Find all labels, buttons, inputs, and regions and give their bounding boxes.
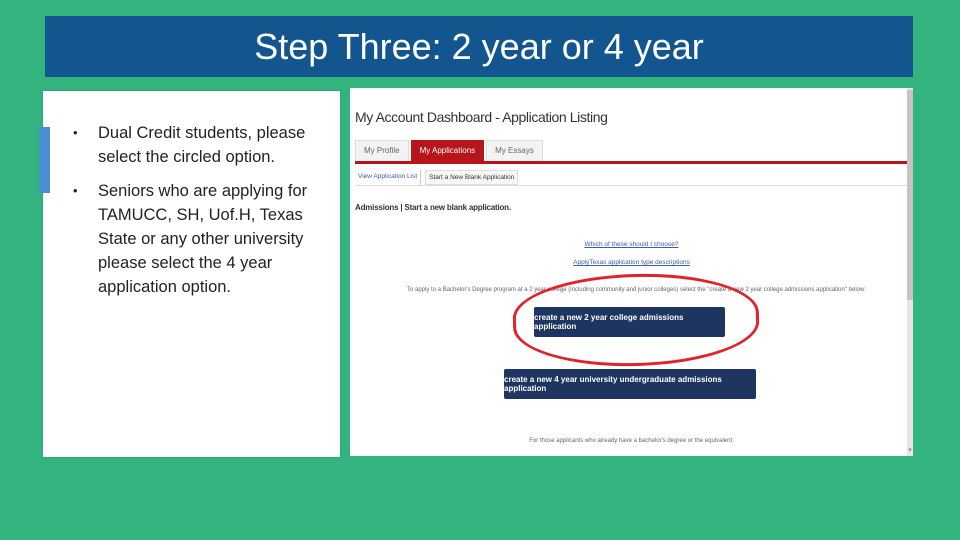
scroll-thumb[interactable] [907, 90, 913, 300]
slide-title: Step Three: 2 year or 4 year [254, 25, 704, 67]
application-type-descriptions-link[interactable]: ApplyTexas application type descriptions [573, 259, 690, 266]
tab-my-essays[interactable]: My Essays [486, 140, 543, 161]
vertical-scrollbar[interactable] [907, 88, 913, 456]
scroll-down-arrow-icon[interactable]: ▾ [908, 447, 912, 454]
tab-my-profile[interactable]: My Profile [355, 140, 409, 161]
view-application-list-link[interactable]: View Application List [355, 170, 421, 185]
slide-title-bar [45, 16, 913, 77]
accent-bar [39, 127, 50, 193]
sub-navigation [355, 170, 518, 185]
instruction-text: To apply to a Bachelor's Degree program at a 2 year college (including community and junior colleges) select the "create a new 2 year college admissions application" below: [407, 287, 866, 293]
dashboard-tabs [355, 140, 543, 161]
tab-my-applications[interactable]: My Applications [411, 140, 485, 161]
bullet-item: • Seniors who are applying for TAMUCC, SH, Uof.H, Texas State or any other university please select the 4 year application option. [98, 179, 338, 299]
dashboard-title: My Account Dashboard - Application Listing [355, 109, 608, 125]
section-heading: Admissions | Start a new blank application. [355, 203, 511, 212]
start-new-application-link[interactable]: Start a New Blank Application [425, 170, 518, 185]
bullet-list [43, 121, 338, 309]
embedded-screenshot [350, 88, 913, 456]
divider [355, 185, 907, 186]
bullet-panel [43, 91, 340, 457]
bachelor-degree-note: For those applicants who already have a bachelor's degree or the equivalent: [529, 438, 734, 444]
which-to-choose-link[interactable]: Which of these should I choose? [584, 241, 679, 248]
tab-underline [355, 161, 907, 164]
create-4-year-application-button[interactable]: create a new 4 year university undergraduate admissions application [504, 369, 756, 399]
create-2-year-application-button[interactable]: create a new 2 year college admissions application [534, 307, 725, 337]
bullet-item: • Dual Credit students, please select the circled option. [98, 121, 338, 169]
